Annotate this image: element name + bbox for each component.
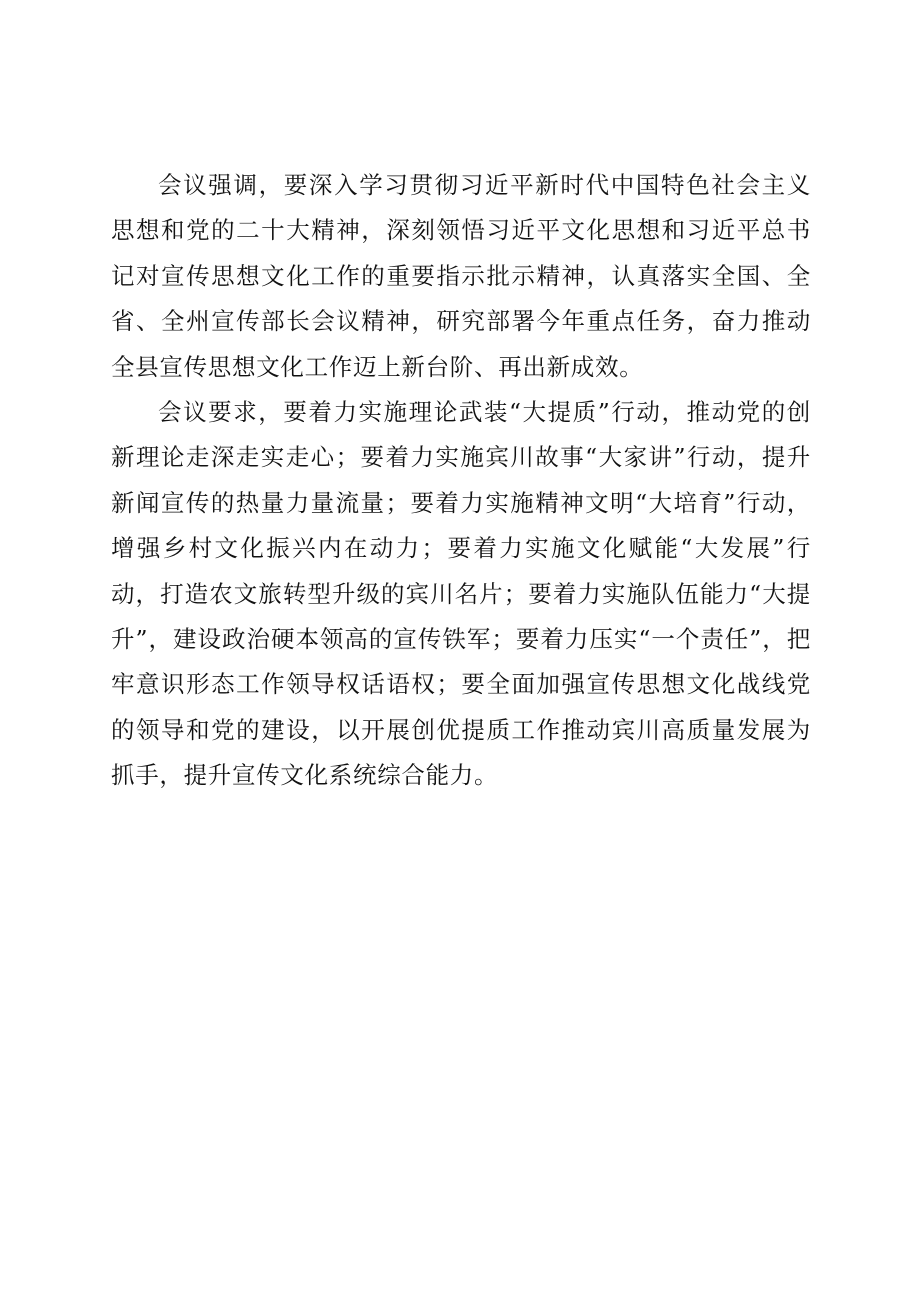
document-body: [111, 163, 811, 799]
paragraph-meeting-emphasis: 会议强调，要深入学习贯彻习近平新时代中国特色社会主义思想和党的二十大精神，深刻领悟习近平文化思想和习近平总书记对宣传思想文化工作的重要指示批示精神，认真落实全国、全省、全州宣传部长会议精神，研究部署今年重点任务，奋力推动全县宣传思想文化工作迈上新台阶、再出新成效。: [111, 171, 811, 381]
paragraph-meeting-requirements: 会议要求，要着力实施理论武装“大提质”行动，推动党的创新理论走深走实走心；要着力实施宾川故事“大家讲”行动，提升新闻宣传的热量力量流量；要着力实施精神文明“大培育”行动，增强乡村文化振兴内在动力；要着力实施文化赋能“大发展”行动，打造农文旅转型升级的宾川名片；要着力实施队伍能力“大提升”，建设政治硬本领高的宣传铁军；要着力压实“一个责任”，把牢意识形态工作领导权话语权；要全面加强宣传思想文化战线党的领导和党的建设，以开展创优提质工作推动宾川高质量发展为抓手，提升宣传文化系统综合能力。: [111, 398, 811, 790]
